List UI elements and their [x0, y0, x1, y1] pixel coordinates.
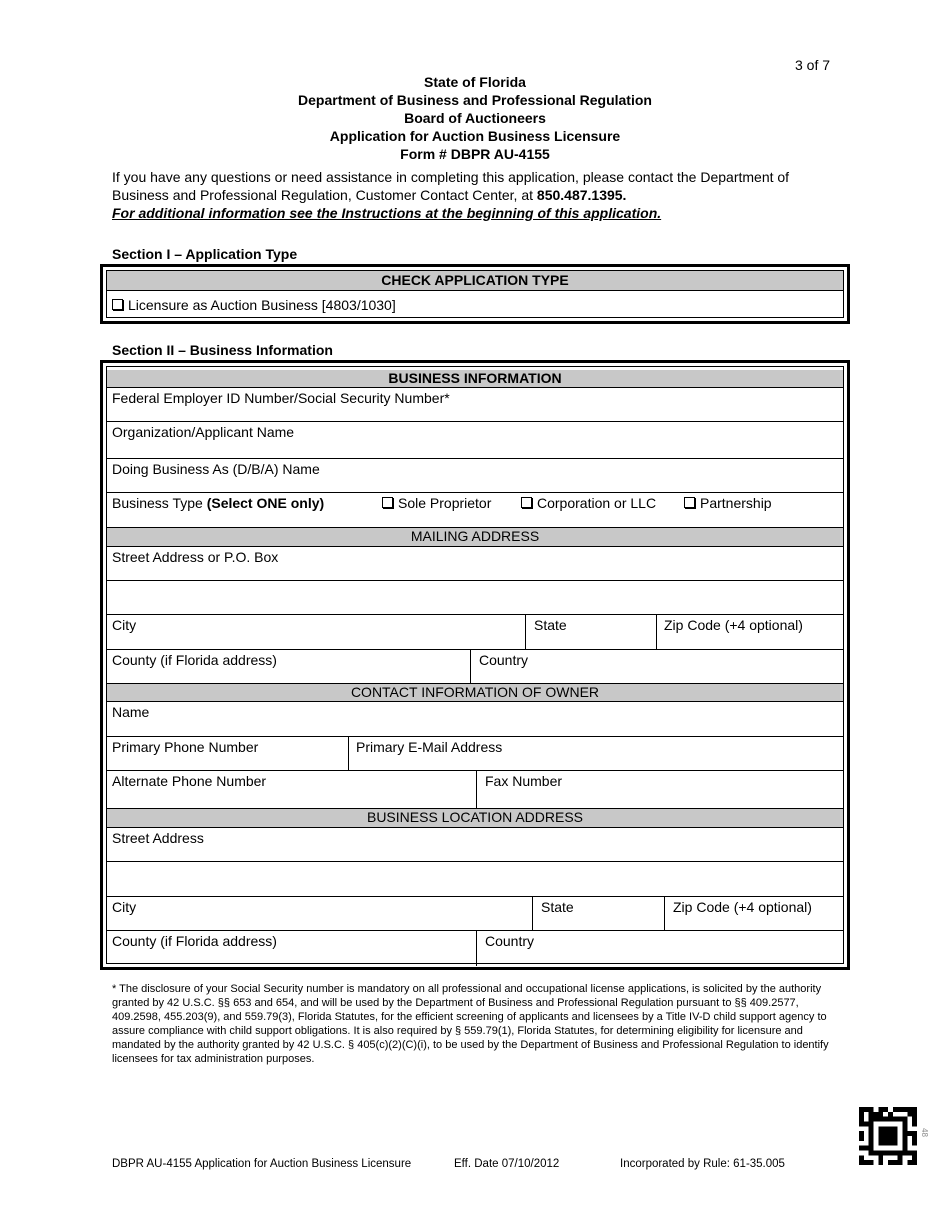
phone-email-row [107, 737, 843, 771]
page-number: 3 of 7 [795, 57, 831, 73]
option-label: Sole Proprietor [398, 495, 492, 511]
org-name-field[interactable] [107, 422, 843, 458]
fax-number-label: Fax Number [485, 773, 563, 789]
footer-eff-date: Eff. Date 07/10/2012 [454, 1158, 560, 1170]
option-label: Corporation or LLC [537, 495, 657, 511]
location-street-line2 [107, 862, 843, 897]
primary-phone-field[interactable] [107, 737, 348, 770]
application-type-header: CHECK APPLICATION TYPE [107, 271, 843, 291]
mailing-city-field[interactable] [107, 615, 525, 649]
footer-rule: Incorporated by Rule: 61-35.005 [620, 1158, 785, 1170]
primary-email-field[interactable] [348, 737, 843, 770]
org-name-row [107, 422, 843, 459]
location-street-field[interactable] [107, 828, 843, 861]
location-county-field[interactable] [107, 931, 476, 966]
mailing-county-field[interactable] [107, 650, 470, 683]
contact-phone: 850.487.1395. [536, 187, 627, 203]
barcode-icon [858, 1107, 918, 1165]
section1-title: Section I – Application Type [112, 246, 298, 262]
business-location-header: BUSINESS LOCATION ADDRESS [107, 809, 843, 828]
location-zip-field[interactable] [664, 897, 843, 930]
mailing-street-line2 [107, 581, 843, 615]
checkbox-icon[interactable] [112, 299, 123, 310]
business-type-label [107, 493, 377, 527]
mailing-state-field[interactable] [525, 615, 656, 649]
mailing-address-header: MAILING ADDRESS [107, 528, 843, 547]
business-information-table [100, 360, 850, 970]
location-state-field[interactable] [532, 897, 664, 930]
location-county-row [107, 931, 843, 966]
section2-title: Section II – Business Information [112, 342, 333, 358]
contact-information-header: CONTACT INFORMATION OF OWNER [107, 684, 843, 702]
footer-form-name: DBPR AU-4155 Application for Auction Business Licensure [112, 1158, 412, 1170]
mailing-state-label: State [534, 617, 567, 633]
mailing-street-label: Street Address or P.O. Box [112, 549, 279, 565]
fein-label: Federal Employer ID Number/Social Security Number* [112, 390, 450, 406]
dba-row [107, 459, 843, 493]
checkbox-icon[interactable] [521, 497, 532, 508]
location-county-label: County (if Florida address) [112, 933, 277, 949]
fein-field[interactable] [107, 388, 843, 421]
location-street-label: Street Address [112, 830, 204, 846]
location-state-label: State [541, 899, 574, 915]
header-form-number: Form # DBPR AU-4155 [400, 146, 550, 162]
dba-label: Doing Business As (D/B/A) Name [112, 461, 320, 477]
business-type-select-note: (Select ONE only) [206, 495, 325, 511]
business-information-header: BUSINESS INFORMATION [107, 370, 843, 388]
barcode-number: 48 [919, 1128, 929, 1137]
business-type-text: Business Type [112, 495, 203, 511]
application-type-option-label: Licensure as Auction Business [4803/1030] [128, 297, 396, 313]
owner-name-field[interactable] [107, 702, 843, 736]
business-type-partnership[interactable] [679, 493, 799, 527]
mailing-street-line2-field[interactable] [107, 581, 843, 614]
ssn-disclosure-footnote: * The disclosure of your Social Security number is mandatory on all professional and occupational license applications, is solicited by the authority granted by 42 U.S.C. §§ 653 and 654, and will be used by the Department of Business and Professional Regulation pursuant to §§ 409.2577, 409.2598, 455.203(9), and 559.79(3), Florida Statutes, for the efficient screening of applicants and licensees by a Title IV-D child support agency to assure compliance with child support obligations. It is also required by § 559.79(1), Florida Statutes, for determining eligibility for licensure and mandated by the authority granted by 42 U.S.C. § 405(c)(2)(C)(i), to be used by the Department of Business and Professional Regulation to identify licensees for tax administration purposes. [112, 983, 829, 1065]
mailing-country-label: Country [479, 652, 529, 668]
mailing-zip-field[interactable] [656, 615, 843, 649]
mailing-country-field[interactable] [470, 650, 843, 683]
alternate-phone-label: Alternate Phone Number [112, 773, 267, 789]
checkbox-icon[interactable] [382, 497, 393, 508]
business-type-corporation[interactable] [516, 493, 681, 527]
fax-number-field[interactable] [476, 771, 843, 808]
mailing-county-label: County (if Florida address) [112, 652, 277, 668]
form-header [0, 73, 950, 163]
header-department: Department of Business and Professional Regulation [298, 92, 652, 108]
instructions-note: For additional information see the Instructions at the beginning of this application. [112, 205, 662, 221]
business-type-sole-proprietor[interactable] [377, 493, 517, 527]
fein-row [107, 388, 843, 422]
mailing-city-label: City [112, 617, 137, 633]
location-city-row [107, 897, 843, 931]
mailing-county-row [107, 650, 843, 684]
org-name-label: Organization/Applicant Name [112, 424, 295, 440]
location-city-label: City [112, 899, 137, 915]
location-city-field[interactable] [107, 897, 532, 930]
checkbox-icon[interactable] [684, 497, 695, 508]
location-street-row [107, 828, 843, 862]
location-street-line2-field[interactable] [107, 862, 843, 896]
mailing-street-field[interactable] [107, 547, 843, 580]
application-type-option[interactable] [107, 291, 843, 319]
header-application-title: Application for Auction Business Licensure [329, 128, 621, 144]
intro-contact-text: If you have any questions or need assistance in completing this application, please contact the Department of Business and Professional Regulation, Customer Contact Center, at [112, 169, 790, 203]
location-country-label: Country [485, 933, 535, 949]
mailing-zip-label: Zip Code (+4 optional) [664, 617, 803, 633]
primary-email-label: Primary E-Mail Address [356, 739, 503, 755]
owner-name-row [107, 702, 843, 737]
primary-phone-label: Primary Phone Number [112, 739, 259, 755]
application-type-table [100, 264, 850, 324]
location-zip-label: Zip Code (+4 optional) [673, 899, 812, 915]
alt-phone-fax-row [107, 771, 843, 809]
business-type-row [107, 493, 843, 528]
header-state: State of Florida [424, 74, 526, 90]
header-board: Board of Auctioneers [404, 110, 546, 126]
option-label: Partnership [700, 495, 772, 511]
mailing-city-row [107, 615, 843, 650]
intro-text [112, 168, 832, 222]
dba-field[interactable] [107, 459, 843, 492]
mailing-street-row [107, 547, 843, 581]
alternate-phone-field[interactable] [107, 771, 476, 808]
owner-name-label: Name [112, 704, 150, 720]
location-country-field[interactable] [476, 931, 843, 966]
